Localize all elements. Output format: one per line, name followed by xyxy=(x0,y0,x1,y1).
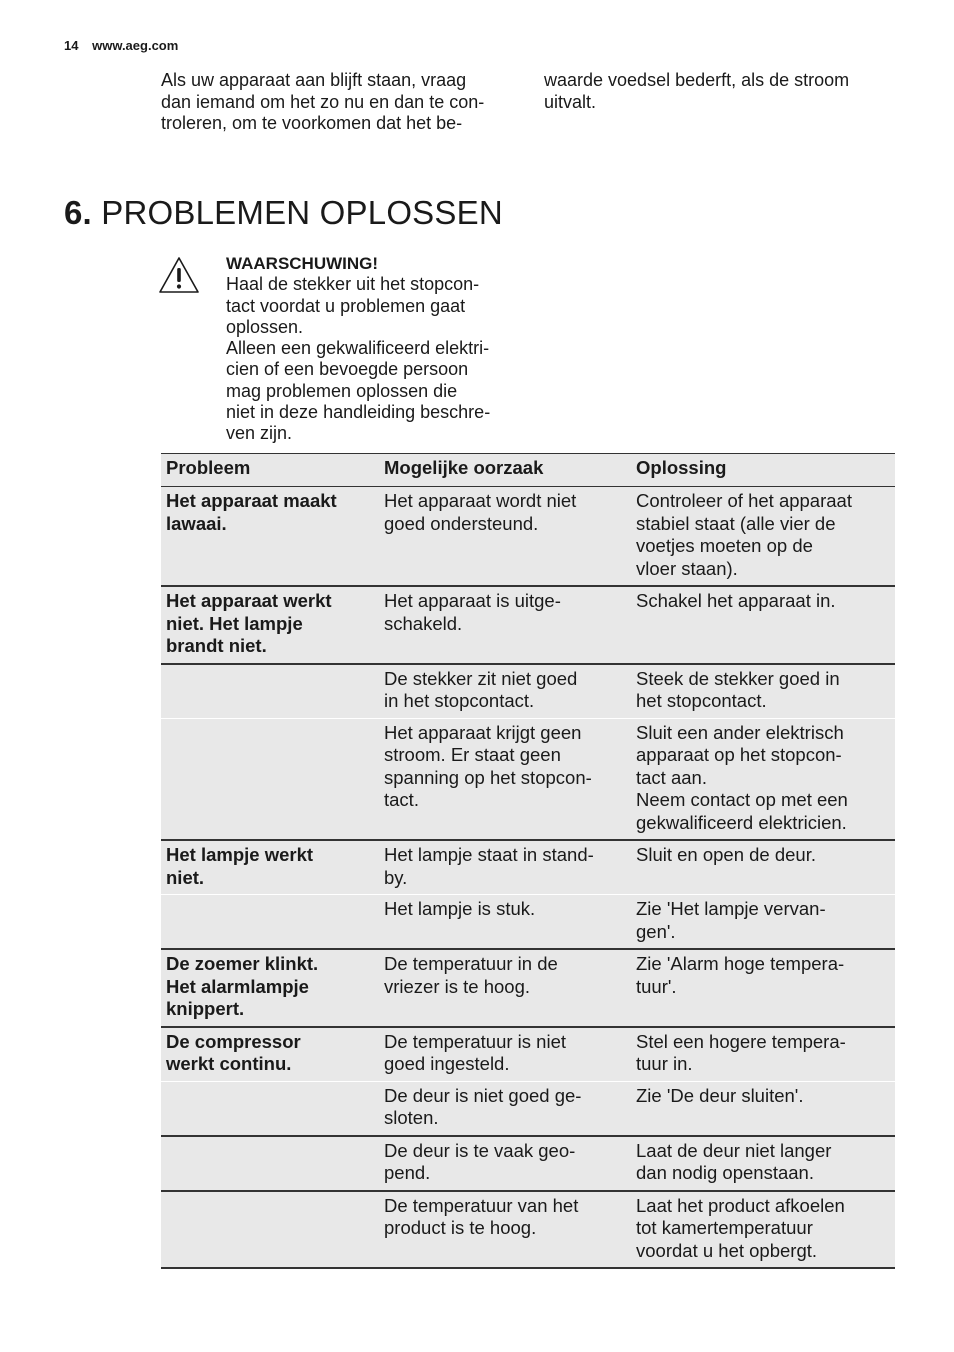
problem-cell xyxy=(161,487,379,587)
table-row xyxy=(161,949,895,1027)
troubleshooting-table xyxy=(161,453,895,1269)
cause-cell xyxy=(379,1081,631,1136)
cause-cell-line: goed ondersteund. xyxy=(384,512,539,534)
solution-cell xyxy=(631,1191,895,1269)
warning-line: Haal de stekker uit het stopcon- xyxy=(226,274,480,295)
cause-cell-line: vriezer is te hoog. xyxy=(384,975,531,997)
cause-cell-line: in het stopcontact. xyxy=(384,690,535,711)
intro-line: Als uw apparaat aan blijft staan, vraag xyxy=(161,70,467,90)
solution-cell xyxy=(631,1136,895,1191)
warning-block xyxy=(226,253,526,445)
column-header-solution: Oplossing xyxy=(631,454,895,487)
solution-cell xyxy=(631,949,895,1027)
cause-cell-line: De temperatuur van het xyxy=(384,1194,579,1216)
solution-cell-line: voordat u het opbergt. xyxy=(636,1239,818,1261)
table-row xyxy=(161,840,895,895)
table-row xyxy=(161,1136,895,1191)
cause-cell-line: schakeld. xyxy=(384,612,463,634)
cause-cell xyxy=(379,586,631,664)
solution-cell-line: tact aan. xyxy=(636,766,707,788)
cause-cell xyxy=(379,487,631,587)
table-row xyxy=(161,1081,895,1136)
warning-title: WAARSCHUWING! xyxy=(226,254,379,273)
problem-cell-line: Het lampje werkt xyxy=(166,844,314,865)
solution-cell-line: gekwalificeerd elektricien. xyxy=(636,811,847,833)
cause-cell xyxy=(379,1136,631,1191)
warning-line: ven zijn. xyxy=(226,423,293,444)
problem-cell xyxy=(161,1081,379,1136)
solution-cell-line: Zie 'Het lampje vervan- xyxy=(636,898,826,919)
intro-line: troleren, om te voorkomen dat het be- xyxy=(161,113,463,133)
column-header-cause: Mogelijke oorzaak xyxy=(379,454,631,487)
cause-cell-line: De temperatuur is niet xyxy=(384,1030,567,1052)
solution-cell-line: voetjes moeten op de xyxy=(636,535,813,556)
cause-cell-line: product is te hoog. xyxy=(384,1217,537,1238)
cause-cell xyxy=(379,895,631,950)
cause-cell-line: De stekker zit niet goed xyxy=(384,667,578,689)
cause-cell xyxy=(379,949,631,1027)
problem-cell xyxy=(161,718,379,840)
cause-cell-line: goed ingesteld. xyxy=(384,1053,510,1074)
page-number: 14 xyxy=(64,38,79,53)
problem-cell-line: Het apparaat werkt xyxy=(166,590,332,611)
solution-cell xyxy=(631,487,895,587)
solution-cell xyxy=(631,840,895,895)
intro-column-2 xyxy=(544,70,904,113)
problem-cell xyxy=(161,840,379,895)
problem-cell-line: Het alarmlampje xyxy=(166,975,309,997)
solution-cell-line: Zie 'Alarm hoge tempera- xyxy=(636,953,845,974)
solution-cell-line: het stopcontact. xyxy=(636,690,767,711)
intro-line: uitvalt. xyxy=(544,91,597,112)
warning-line: mag problemen oplossen die xyxy=(226,380,458,401)
warning-line: niet in deze handleiding beschre- xyxy=(226,402,491,423)
problem-cell-line: niet. Het lampje xyxy=(166,612,303,634)
solution-cell-line: dan nodig openstaan. xyxy=(636,1162,814,1183)
cause-cell-line: stroom. Er staat geen xyxy=(384,744,561,765)
solution-cell-line: Steek de stekker goed in xyxy=(636,667,840,689)
table-row xyxy=(161,1191,895,1269)
warning-line: tact voordat u problemen gaat xyxy=(226,295,466,316)
section-title-text: PROBLEMEN OPLOSSEN xyxy=(101,194,503,231)
cause-cell-line: tact. xyxy=(384,789,419,810)
solution-cell-line: Sluit een ander elektrisch xyxy=(636,721,844,743)
solution-cell xyxy=(631,586,895,664)
cause-cell-line: Het lampje staat in stand- xyxy=(384,844,594,865)
solution-cell-line: stabiel staat (alle vier de xyxy=(636,512,836,534)
problem-cell xyxy=(161,1191,379,1269)
warning-line: cien of een bevoegde persoon xyxy=(226,359,469,380)
cause-cell-line: Het apparaat is uitge- xyxy=(384,590,561,611)
problem-cell-line: knippert. xyxy=(166,998,245,1019)
solution-cell xyxy=(631,664,895,719)
solution-cell-line: gen'. xyxy=(636,920,676,942)
warning-line: Alleen een gekwalificeerd elektri- xyxy=(226,338,490,359)
table-row xyxy=(161,487,895,587)
table-row xyxy=(161,664,895,719)
cause-cell-line: Het apparaat krijgt geen xyxy=(384,721,582,743)
cause-cell-line: De deur is niet goed ge- xyxy=(384,1084,582,1106)
problem-cell xyxy=(161,949,379,1027)
cause-cell-line: spanning op het stopcon- xyxy=(384,766,592,788)
solution-cell-line: vloer staan). xyxy=(636,557,738,579)
problem-cell xyxy=(161,1136,379,1191)
problem-cell-line: brandt niet. xyxy=(166,635,267,656)
problem-cell-line: werkt continu. xyxy=(166,1053,292,1074)
cause-cell xyxy=(379,840,631,895)
problem-cell xyxy=(161,586,379,664)
solution-cell xyxy=(631,1027,895,1082)
solution-cell-line: tuur'. xyxy=(636,975,677,997)
problem-cell-line: niet. xyxy=(166,866,205,888)
section-title xyxy=(64,194,503,232)
solution-cell xyxy=(631,718,895,840)
cause-cell xyxy=(379,718,631,840)
section-number: 6. xyxy=(64,194,92,231)
column-header-problem: Probleem xyxy=(161,454,379,487)
cause-cell-line: sloten. xyxy=(384,1107,439,1128)
problem-cell-line: lawaai. xyxy=(166,512,227,534)
solution-cell-line: Stel een hogere tempera- xyxy=(636,1030,846,1052)
solution-cell-line: Laat de deur niet langer xyxy=(636,1139,832,1161)
cause-cell-line: Het apparaat wordt niet xyxy=(384,490,577,511)
table-row xyxy=(161,718,895,840)
solution-cell-line: Laat het product afkoelen xyxy=(636,1194,845,1216)
intro-line: waarde voedsel bederft, als de stroom xyxy=(544,70,850,90)
solution-cell-line: Schakel het apparaat in. xyxy=(636,590,836,611)
problem-cell-line: Het apparaat maakt xyxy=(166,490,337,511)
warning-line: oplossen. xyxy=(226,316,304,337)
problem-cell-line: De compressor xyxy=(166,1030,301,1052)
table-row xyxy=(161,586,895,664)
cause-cell-line: by. xyxy=(384,866,408,888)
solution-cell-line: Sluit en open de deur. xyxy=(636,844,817,865)
cause-cell xyxy=(379,1027,631,1082)
solution-cell-line: tot kamertemperatuur xyxy=(636,1217,813,1238)
solution-cell xyxy=(631,1081,895,1136)
solution-cell-line: apparaat op het stopcon- xyxy=(636,744,842,765)
intro-column-1 xyxy=(161,70,521,135)
problem-cell xyxy=(161,895,379,950)
table-row xyxy=(161,1027,895,1082)
cause-cell xyxy=(379,1191,631,1269)
cause-cell-line: De temperatuur in de xyxy=(384,953,558,974)
solution-cell-line: Controleer of het apparaat xyxy=(636,490,852,511)
cause-cell-line: De deur is te vaak geo- xyxy=(384,1139,576,1161)
cause-cell-line: pend. xyxy=(384,1162,431,1183)
problem-cell-line: De zoemer klinkt. xyxy=(166,953,319,974)
solution-cell-line: tuur in. xyxy=(636,1053,693,1074)
solution-cell-line: Zie 'De deur sluiten'. xyxy=(636,1084,804,1106)
warning-triangle-icon xyxy=(158,256,200,294)
cause-cell xyxy=(379,664,631,719)
solution-cell-line: Neem contact op met een xyxy=(636,789,848,810)
page-header xyxy=(64,38,178,53)
table-row xyxy=(161,895,895,950)
problem-cell xyxy=(161,664,379,719)
intro-line: dan iemand om het zo nu en dan te con- xyxy=(161,91,485,112)
cause-cell-line: Het lampje is stuk. xyxy=(384,898,536,919)
solution-cell xyxy=(631,895,895,950)
website-link[interactable]: www.aeg.com xyxy=(92,38,179,53)
problem-cell xyxy=(161,1027,379,1082)
table-header-row xyxy=(161,454,895,487)
